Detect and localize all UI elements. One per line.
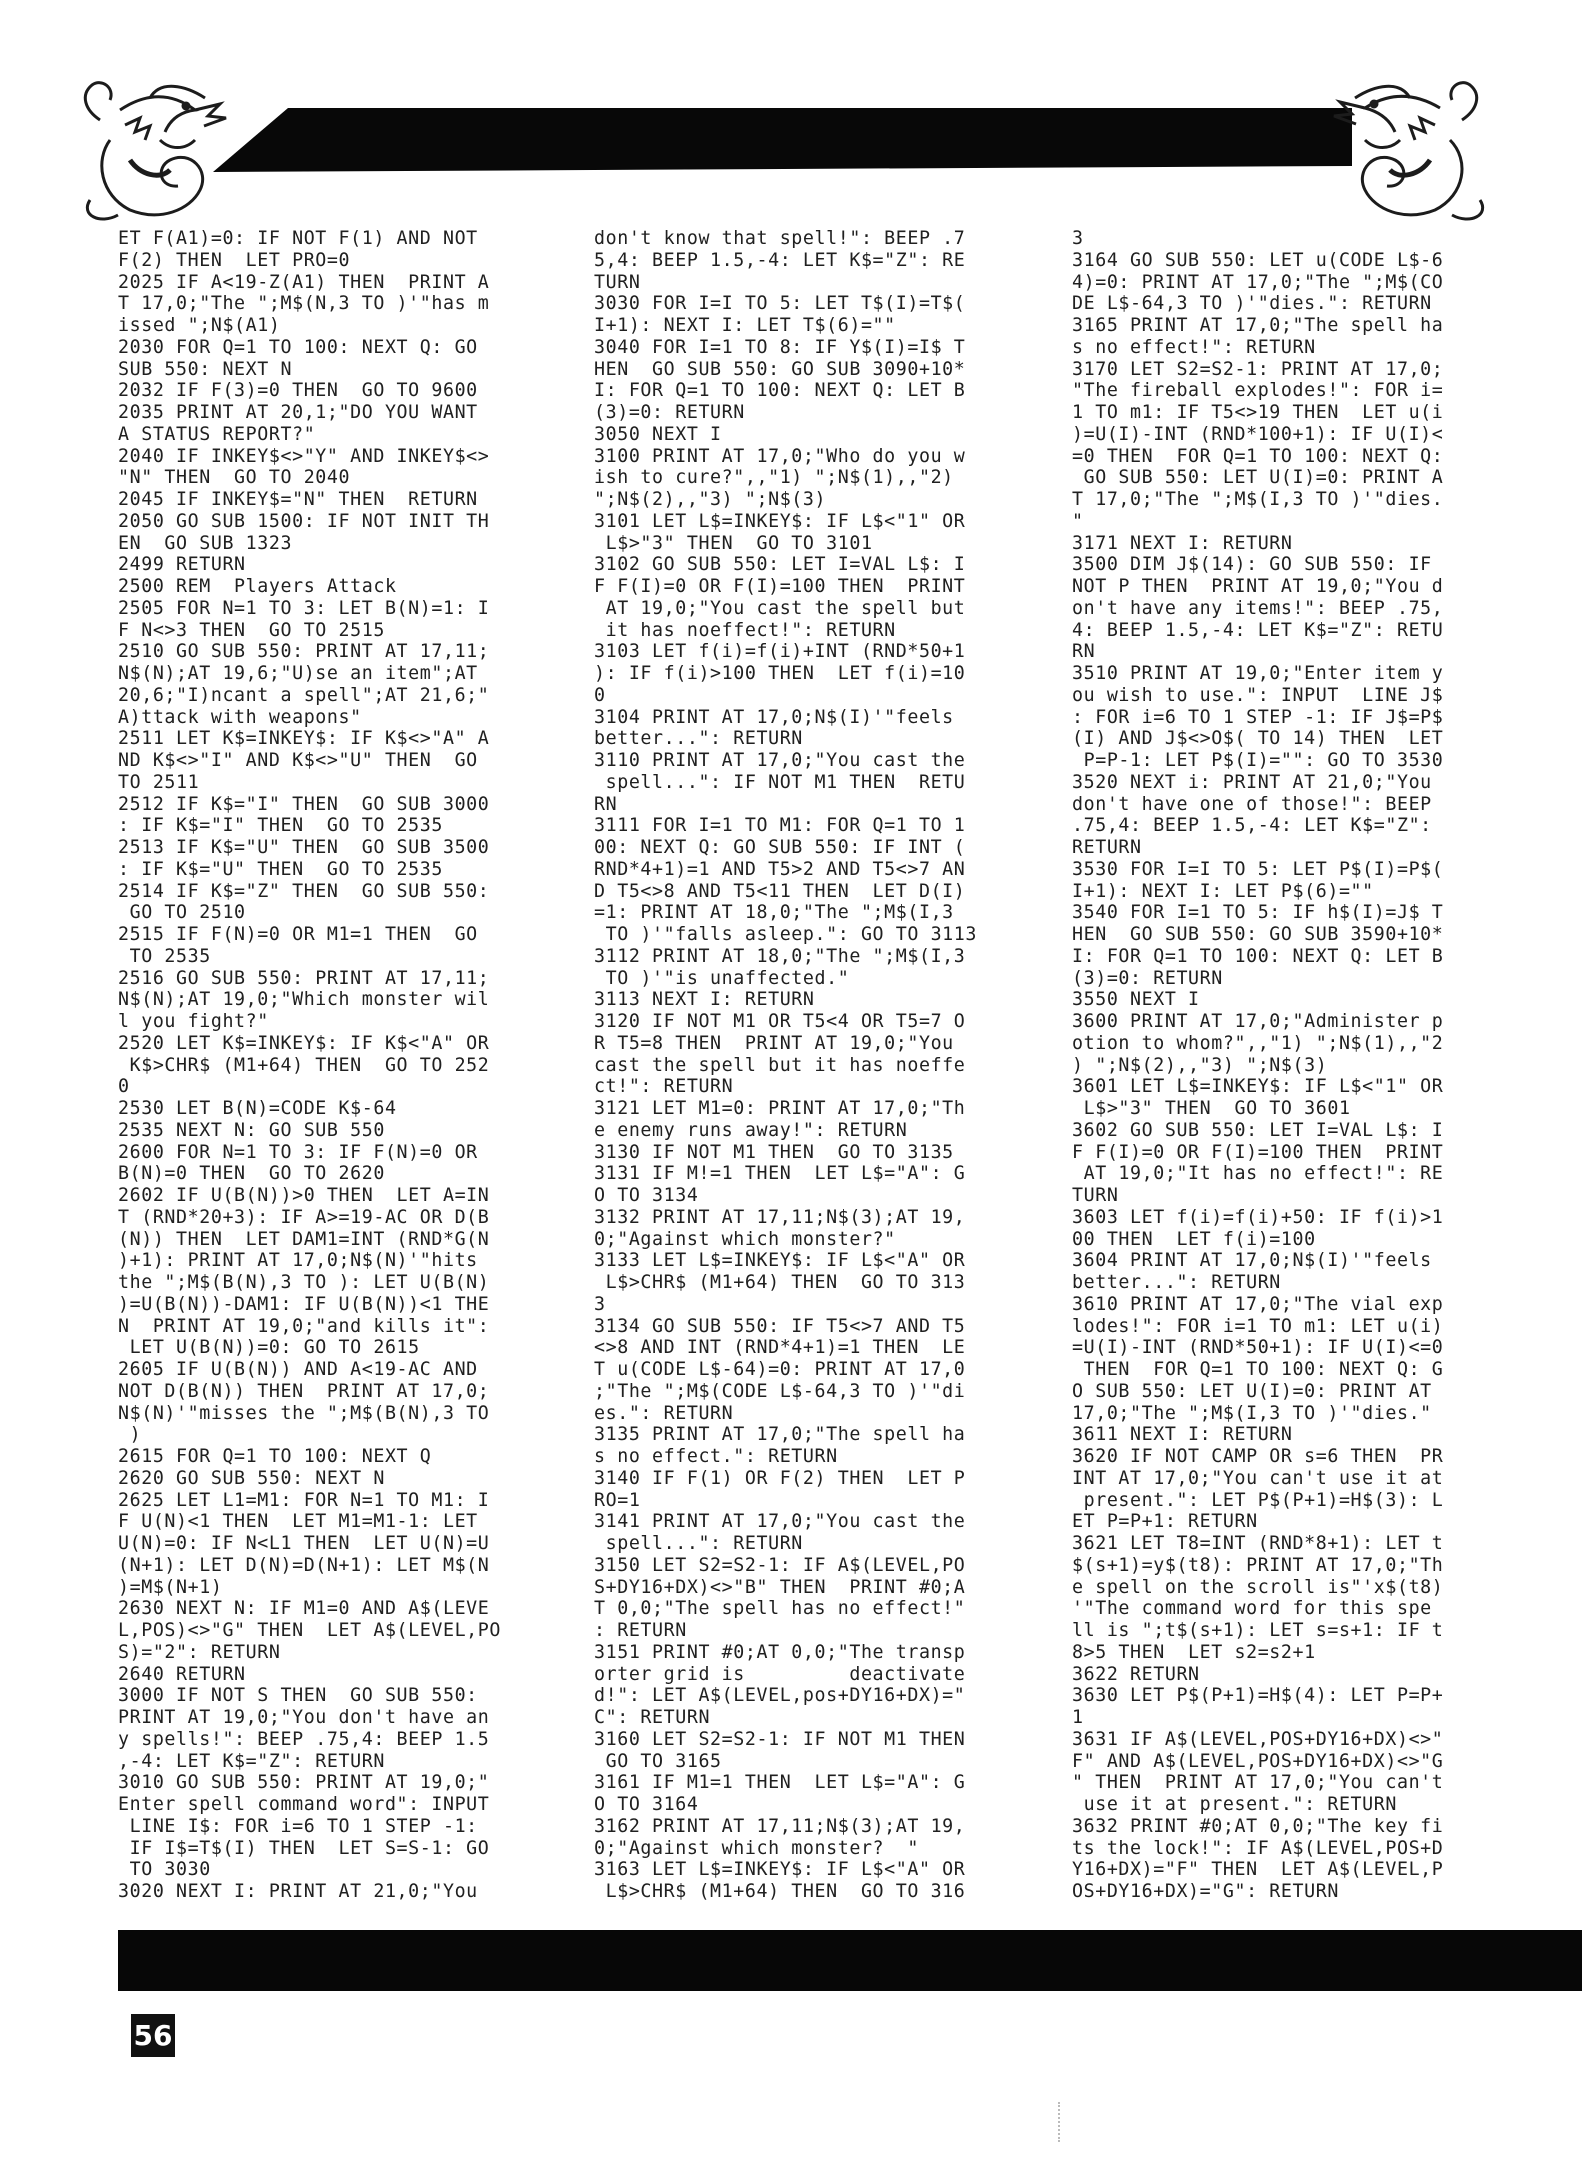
code-line: s no effect.": RETURN (594, 1446, 838, 1467)
code-line: TO 2511 (118, 771, 200, 793)
code-line: I+1): NEXT I: LET P$(6)="" (1072, 880, 1374, 902)
code-line: RETURN (1072, 837, 1142, 858)
code-line: ): IF f(i)>100 THEN LET f(i)=10 (594, 663, 966, 684)
code-line: 3604 PRINT AT 17,0;N$(I)'"feels (1072, 1250, 1432, 1272)
code-line: otion to whom?",,"1) ";N$(1),,"2 (1072, 1032, 1444, 1054)
code-line: N$(N);AT 19,0;"Which monster wil (118, 989, 490, 1011)
code-line: 2530 LET B(N)=CODE K$-64 (118, 1098, 397, 1119)
code-line: O TO 3164 (594, 1794, 699, 1815)
code-line: 3131 IF M!=1 THEN LET L$="A": G (594, 1163, 966, 1185)
code-line: 3510 PRINT AT 19,0;"Enter item y (1072, 663, 1444, 684)
code-line: D T5<>8 AND T5<11 THEN LET D(I) (594, 880, 966, 902)
code-line: 2510 GO SUB 550: PRINT AT 17,11; (118, 641, 490, 663)
code-line: B(N)=0 THEN GO TO 2620 (118, 1163, 385, 1185)
code-line: 2630 NEXT N: IF M1=0 AND A$(LEVE (118, 1598, 490, 1620)
banner-bar (213, 108, 1352, 172)
code-line: 3620 IF NOT CAMP OR s=6 THEN PR (1072, 1446, 1444, 1467)
code-line: 3520 NEXT i: PRINT AT 21,0;"You (1072, 771, 1432, 793)
code-line: AT 19,0;"You cast the spell but (594, 597, 966, 619)
code-line: LET U(B(N))=0: GO TO 2615 (118, 1337, 420, 1359)
code-line: y spells!": BEEP .75,4: BEEP 1.5 (118, 1728, 490, 1750)
code-line: 3132 PRINT AT 17,11;N$(3);AT 19, (594, 1206, 966, 1228)
code-line: I: FOR Q=1 TO 100: NEXT Q: LET B (1072, 945, 1444, 967)
page-number: 56 (131, 2014, 175, 2057)
code-line: S)="2": RETURN (118, 1641, 281, 1663)
code-line: 2505 FOR N=1 TO 3: LET B(N)=1: I (118, 597, 490, 619)
code-line: 3101 LET L$=INKEY$: IF L$<"1" OR (594, 510, 966, 532)
code-line: L$>"3" THEN GO TO 3101 (594, 532, 873, 554)
code-line: L,POS)<>"G" THEN LET A$(LEVEL,PO (118, 1620, 502, 1641)
program-listing (118, 228, 1558, 1978)
code-line: Y16+DX)="F" THEN LET A$(LEVEL,P (1072, 1859, 1444, 1881)
left-dragon-icon (85, 83, 226, 219)
code-line: INT AT 17,0;"You can't use it at (1072, 1467, 1444, 1489)
code-line: DE L$-64,3 TO )'"dies.": RETURN (1072, 293, 1432, 315)
code-line: orter grid is deactivate (594, 1663, 966, 1685)
code-line: 3121 LET M1=0: PRINT AT 17,0;"Th (594, 1098, 966, 1119)
code-line: 3103 LET f(i)=f(i)+INT (RND*50+1 (594, 641, 966, 663)
code-line: 00 THEN LET f(i)=100 (1072, 1228, 1316, 1250)
code-line: 3632 PRINT #0;AT 0,0;"The key fi (1072, 1815, 1444, 1837)
code-line: F" AND A$(LEVEL,POS+DY16+DX)<>"G (1072, 1750, 1444, 1772)
code-line: (3)=0: RETURN (1072, 967, 1223, 989)
code-line: A STATUS REPORT?" (118, 423, 316, 445)
code-line: L$>"3" THEN GO TO 3601 (1072, 1098, 1351, 1119)
code-line: the ";M$(B(N),3 TO ): LET U(B(N) (118, 1272, 490, 1293)
code-line: 3630 LET P$(P+1)=H$(4): LET P=P+ (1072, 1685, 1444, 1707)
code-line: TURN (594, 271, 641, 293)
code-line: U(N)=0: IF N<L1 THEN LET U(N)=U (118, 1533, 490, 1554)
code-line: 3102 GO SUB 550: LET I=VAL L$: I (594, 554, 966, 576)
code-line: 2035 PRINT AT 20,1;"DO YOU WANT (118, 402, 478, 423)
code-line: 3010 GO SUB 550: PRINT AT 19,0;" (118, 1772, 490, 1794)
code-line: =0 THEN FOR Q=1 TO 100: NEXT Q: (1072, 445, 1444, 467)
code-line: ,-4: LET K$="Z": RETURN (118, 1750, 385, 1772)
code-line: 2615 FOR Q=1 TO 100: NEXT Q (118, 1446, 432, 1467)
code-line: GO TO 3165 (594, 1750, 722, 1772)
code-line: ET F(A1)=0: IF NOT F(1) AND NOT (118, 228, 478, 249)
code-line: )=U(I)-INT (RND*100+1): IF U(I)< (1072, 423, 1444, 445)
code-line: PRINT AT 19,0;"You don't have an (118, 1707, 490, 1728)
code-line: 3550 NEXT I (1072, 989, 1200, 1011)
code-line: ET P=P+1: RETURN (1072, 1511, 1258, 1533)
code-line: 17,0;"The ";M$(I,3 TO )'"dies." (1072, 1402, 1432, 1424)
code-line: 3631 IF A$(LEVEL,POS+DY16+DX)<>" (1072, 1728, 1444, 1750)
code-line: =U(I)-INT (RND*50+1): IF U(I)<=0 (1072, 1337, 1444, 1359)
code-line: issed ";N$(A1) (118, 315, 281, 336)
code-line: 0;"Against which monster?" (594, 1228, 896, 1250)
code-line: 0 (118, 1076, 130, 1098)
code-line: 3540 FOR I=1 TO 5: IF h$(I)=J$ T (1072, 902, 1444, 924)
code-line: ts the lock!": IF A$(LEVEL,POS+D (1072, 1837, 1444, 1859)
code-line: R T5=8 THEN PRINT AT 19,0;"You (594, 1032, 954, 1054)
code-line: I: FOR Q=1 TO 100: NEXT Q: LET B (594, 380, 966, 402)
code-line: 3 (594, 1293, 606, 1315)
code-line: OS+DY16+DX)="G": RETURN (1072, 1881, 1339, 1902)
code-line: NOT D(B(N)) THEN PRINT AT 17,0; (118, 1380, 490, 1402)
code-line: TO 3030 (118, 1859, 211, 1881)
code-line: "N" THEN GO TO 2040 (118, 467, 351, 489)
code-line: K$>CHR$ (M1+64) THEN GO TO 252 (118, 1054, 490, 1076)
code-line: F U(N)<1 THEN LET M1=M1-1: LET (118, 1511, 478, 1533)
code-line: 3133 LET L$=INKEY$: IF L$<"A" OR (594, 1250, 966, 1272)
code-line: I+1): NEXT I: LET T$(6)="" (594, 315, 896, 336)
code-line: 20,6;"I)ncant a spell";AT 21,6;" (118, 684, 490, 706)
code-line: 8>5 THEN LET s2=s2+1 (1072, 1641, 1316, 1663)
code-line: s no effect!": RETURN (1072, 336, 1316, 358)
code-line: 5,4: BEEP 1.5,-4: LET K$="Z": RE (594, 249, 966, 271)
code-line: 00: NEXT Q: GO SUB 550: IF INT ( (594, 837, 966, 858)
listing-column-2 (594, 228, 1054, 1978)
code-line: 3134 GO SUB 550: IF T5<>7 AND T5 (594, 1315, 966, 1337)
code-line: L$>CHR$ (M1+64) THEN GO TO 316 (594, 1881, 966, 1902)
code-line: T 17,0;"The ";M$(I,3 TO )'"dies. (1072, 489, 1444, 510)
code-line: 3140 IF F(1) OR F(2) THEN LET P (594, 1467, 966, 1489)
code-line: T u(CODE L$-64)=0: PRINT AT 17,0 (594, 1359, 966, 1380)
code-line: don't know that spell!": BEEP .7 (594, 228, 966, 249)
code-line: A)ttack with weapons" (118, 706, 362, 728)
code-line: use it at present.": RETURN (1072, 1794, 1397, 1815)
code-line: 3621 LET T8=INT (RND*8+1): LET t (1072, 1533, 1444, 1554)
code-line: 3164 GO SUB 550: LET u(CODE L$-6 (1072, 249, 1444, 271)
code-line: it has noeffect!": RETURN (594, 619, 896, 641)
code-line: RN (594, 793, 618, 815)
code-line: =1: PRINT AT 18,0;"The ";M$(I,3 (594, 902, 954, 924)
code-line: 2045 IF INKEY$="N" THEN RETURN (118, 489, 478, 510)
code-line: 3110 PRINT AT 17,0;"You cast the (594, 750, 966, 771)
code-line: C": RETURN (594, 1707, 711, 1728)
code-line: ish to cure?",,"1) ";N$(1),,"2) (594, 467, 954, 489)
code-line: 1 (1072, 1707, 1084, 1728)
code-line: 2602 IF U(B(N))>0 THEN LET A=IN (118, 1185, 490, 1206)
code-line: )=M$(N+1) (118, 1576, 223, 1598)
code-line: 2640 RETURN (118, 1663, 246, 1685)
code-line: GO TO 2510 (118, 902, 246, 924)
code-line: TO )'"is unaffected." (594, 967, 850, 989)
code-line: better...": RETURN (1072, 1272, 1281, 1293)
code-line: d!": LET A$(LEVEL,pos+DY16+DX)=" (594, 1685, 966, 1707)
code-line: ll is ";t$(s+1): LET s=s+1: IF t (1072, 1620, 1444, 1641)
code-line: GO SUB 550: LET U(I)=0: PRINT A (1072, 467, 1444, 489)
code-line: 2040 IF INKEY$<>"Y" AND INKEY$<> (118, 445, 490, 467)
code-line: F F(I)=0 OR F(I)=100 THEN PRINT (1072, 1141, 1444, 1163)
code-line: e spell on the scroll is"'x$(t8) (1072, 1576, 1444, 1598)
code-line: present.": LET P$(P+1)=H$(3): L (1072, 1489, 1444, 1511)
code-line: 3161 IF M1=1 THEN LET L$="A": G (594, 1772, 966, 1794)
scan-artifact (1058, 2102, 1076, 2142)
code-line: '"The command word for this spe (1072, 1598, 1432, 1620)
code-line: TO 2535 (118, 945, 211, 967)
code-line: 3030 FOR I=I TO 5: LET T$(I)=T$( (594, 293, 966, 315)
code-line: ";N$(2),,"3) ";N$(3) (594, 489, 827, 510)
code-line: ) ";N$(2),,"3) ";N$(3) (1072, 1054, 1328, 1076)
code-line: 2500 REM Players Attack (118, 576, 397, 597)
code-line: " THEN PRINT AT 17,0;"You can't (1072, 1772, 1444, 1794)
code-line: 3600 PRINT AT 17,0;"Administer p (1072, 1011, 1444, 1032)
code-line: spell...": IF NOT M1 THEN RETU (594, 771, 966, 793)
code-line: 4)=0: PRINT AT 17,0;"The ";M$(CO (1072, 271, 1444, 293)
code-line: S+DY16+DX)<>"B" THEN PRINT #0;A (594, 1576, 966, 1598)
code-line: F(2) THEN LET PRO=0 (118, 249, 351, 271)
code-line: 0;"Against which monster? " (594, 1837, 919, 1859)
code-line: 2516 GO SUB 550: PRINT AT 17,11; (118, 967, 490, 989)
code-line: $(s+1)=y$(t8): PRINT AT 17,0;"Th (1072, 1554, 1444, 1576)
code-line: (3)=0: RETURN (594, 402, 745, 423)
code-line: 3020 NEXT I: PRINT AT 21,0;"You (118, 1881, 478, 1902)
code-line: ou wish to use.": INPUT LINE J$ (1072, 684, 1444, 706)
code-line: 3601 LET L$=INKEY$: IF L$<"1" OR (1072, 1076, 1444, 1098)
code-line: 3112 PRINT AT 18,0;"The ";M$(I,3 (594, 945, 966, 967)
code-line: 3113 NEXT I: RETURN (594, 989, 815, 1011)
code-line: NOT P THEN PRINT AT 19,0;"You d (1072, 576, 1444, 597)
code-line: 0 (594, 684, 606, 706)
code-line: 2620 GO SUB 550: NEXT N (118, 1467, 385, 1489)
code-line: TURN (1072, 1185, 1119, 1206)
code-line: <>8 AND INT (RND*4+1)=1 THEN LE (594, 1337, 966, 1359)
code-line: 3000 IF NOT S THEN GO SUB 550: (118, 1685, 478, 1707)
code-line: T 0,0;"The spell has no effect!" (594, 1598, 966, 1620)
code-line: 2050 GO SUB 1500: IF NOT INIT TH (118, 510, 490, 532)
code-line: RO=1 (594, 1489, 641, 1511)
code-line: 3151 PRINT #0;AT 0,0;"The transp (594, 1641, 966, 1663)
code-line: )=U(B(N))-DAM1: IF U(B(N))<1 THE (118, 1293, 490, 1315)
code-line: 3141 PRINT AT 17,0;"You cast the (594, 1511, 966, 1533)
code-line: 3120 IF NOT M1 OR T5<4 OR T5=7 O (594, 1011, 966, 1032)
code-line: N$(N)'"misses the ";M$(B(N),3 TO (118, 1402, 490, 1424)
code-line: don't have one of those!": BEEP (1072, 793, 1432, 815)
code-line: 3170 LET S2=S2-1: PRINT AT 17,0; (1072, 358, 1444, 380)
code-line: P=P-1: LET P$(I)="": GO TO 3530 (1072, 750, 1444, 771)
code-line: 4: BEEP 1.5,-4: LET K$="Z": RETU (1072, 619, 1444, 641)
code-line: 2511 LET K$=INKEY$: IF K$<>"A" A (118, 728, 490, 750)
header-banner (0, 0, 1582, 240)
code-line: 2600 FOR N=1 TO 3: IF F(N)=0 OR (118, 1141, 478, 1163)
code-line: 1 TO m1: IF T5<>19 THEN LET u(i (1072, 402, 1444, 423)
code-line: 3040 FOR I=1 TO 8: IF Y$(I)=I$ T (594, 336, 966, 358)
code-line: 3530 FOR I=I TO 5: LET P$(I)=P$( (1072, 858, 1444, 880)
code-line: l you fight?" (118, 1011, 269, 1032)
code-line: N$(N);AT 19,6;"U)se an item";AT (118, 663, 478, 684)
code-line: 3160 LET S2=S2-1: IF NOT M1 THEN (594, 1728, 966, 1750)
code-line: 2032 IF F(3)=0 THEN GO TO 9600 (118, 380, 478, 402)
code-line: 2605 IF U(B(N)) AND A<19-AC AND (118, 1359, 478, 1380)
code-line: SUB 550: NEXT N (118, 358, 293, 380)
code-line: ;"The ";M$(CODE L$-64,3 TO )'"di (594, 1380, 966, 1402)
code-line: 3611 NEXT I: RETURN (1072, 1424, 1293, 1446)
code-line: HEN GO SUB 550: GO SUB 3090+10* (594, 358, 966, 380)
code-line: 3111 FOR I=1 TO M1: FOR Q=1 TO 1 (594, 815, 966, 837)
code-line: .75,4: BEEP 1.5,-4: LET K$="Z": (1072, 815, 1432, 837)
code-line: " (1072, 510, 1084, 532)
code-line: 2514 IF K$="Z" THEN GO SUB 550: (118, 880, 490, 902)
code-line: 2025 IF A<19-Z(A1) THEN PRINT A (118, 271, 490, 293)
code-line: es.": RETURN (594, 1402, 734, 1424)
code-line: 2625 LET L1=M1: FOR N=1 TO M1: I (118, 1489, 490, 1511)
code-line: 3603 LET f(i)=f(i)+50: IF f(i)>1 (1072, 1206, 1444, 1228)
code-line: 3165 PRINT AT 17,0;"The spell ha (1072, 315, 1444, 336)
code-line: RN (1072, 641, 1096, 663)
code-line: TO )'"falls asleep.": GO TO 3113 (594, 924, 978, 945)
code-line: 3100 PRINT AT 17,0;"Who do you w (594, 445, 966, 467)
code-line: (I) AND J$<>O$( TO 14) THEN LET (1072, 728, 1444, 750)
right-dragon-icon (1334, 83, 1483, 219)
code-line: 3610 PRINT AT 17,0;"The vial exp (1072, 1293, 1444, 1315)
code-line: lodes!": FOR i=1 TO m1: LET u(i) (1072, 1315, 1444, 1337)
code-line: 3150 LET S2=S2-1: IF A$(LEVEL,PO (594, 1554, 966, 1576)
code-line: : RETURN (594, 1620, 687, 1641)
code-line: on't have any items!": BEEP .75, (1072, 597, 1444, 619)
code-line: 3622 RETURN (1072, 1663, 1200, 1685)
code-line: EN GO SUB 1323 (118, 532, 293, 554)
code-line: ND K$<>"I" AND K$<>"U" THEN GO (118, 750, 478, 771)
code-line: O TO 3134 (594, 1185, 699, 1206)
code-line: ) (118, 1424, 142, 1446)
code-line: e enemy runs away!": RETURN (594, 1119, 908, 1141)
code-line: (N)) THEN LET DAM1=INT (RND*G(N (118, 1228, 490, 1250)
code-line: 3163 LET L$=INKEY$: IF L$<"A" OR (594, 1859, 966, 1881)
code-line: T (RND*20+3): IF A>=19-AC OR D(B (118, 1206, 490, 1228)
code-line: : FOR i=6 TO 1 STEP -1: IF J$=P$ (1072, 706, 1444, 728)
code-line: 2499 RETURN (118, 554, 246, 576)
code-line: 3104 PRINT AT 17,0;N$(I)'"feels (594, 706, 954, 728)
code-line: 3135 PRINT AT 17,0;"The spell ha (594, 1424, 966, 1446)
code-line: spell...": RETURN (594, 1533, 803, 1554)
footer-bar (118, 1930, 1582, 1991)
code-line: N PRINT AT 19,0;"and kills it": (118, 1315, 490, 1337)
code-line: 2535 NEXT N: GO SUB 550 (118, 1119, 385, 1141)
code-line: cast the spell but it has noeffe (594, 1054, 966, 1076)
code-line: RND*4+1)=1 AND T5>2 AND T5<>7 AN (594, 858, 966, 880)
code-line: : IF K$="U" THEN GO TO 2535 (118, 858, 443, 880)
code-line: 3130 IF NOT M1 THEN GO TO 3135 (594, 1141, 954, 1163)
code-line: LINE I$: FOR i=6 TO 1 STEP -1: (118, 1815, 478, 1837)
code-line: F F(I)=0 OR F(I)=100 THEN PRINT (594, 576, 966, 597)
code-line: 2515 IF F(N)=0 OR M1=1 THEN GO (118, 924, 478, 945)
code-line: 3162 PRINT AT 17,11;N$(3);AT 19, (594, 1815, 966, 1837)
code-line: 3 (1072, 228, 1084, 249)
code-line: THEN FOR Q=1 TO 100: NEXT Q: G (1072, 1359, 1444, 1380)
code-line: AT 19,0;"It has no effect!": RE (1072, 1163, 1444, 1185)
code-line: Enter spell command word": INPUT (118, 1794, 490, 1815)
code-line: ct!": RETURN (594, 1076, 734, 1098)
code-line: L$>CHR$ (M1+64) THEN GO TO 313 (594, 1272, 966, 1293)
listing-column-1 (118, 228, 578, 1978)
code-line: IF I$=T$(I) THEN LET S=S-1: GO (118, 1837, 490, 1859)
code-line: : IF K$="I" THEN GO TO 2535 (118, 815, 443, 837)
code-line: F N<>3 THEN GO TO 2515 (118, 619, 385, 641)
code-line: HEN GO SUB 550: GO SUB 3590+10* (1072, 924, 1444, 945)
code-line: 2512 IF K$="I" THEN GO SUB 3000 (118, 793, 490, 815)
code-line: )+1): PRINT AT 17,0;N$(N)'"hits (118, 1250, 478, 1272)
code-line: (N+1): LET D(N)=D(N+1): LET M$(N (118, 1554, 490, 1576)
code-line: 2030 FOR Q=1 TO 100: NEXT Q: GO (118, 336, 478, 358)
code-line: better...": RETURN (594, 728, 803, 750)
code-line: 3171 NEXT I: RETURN (1072, 532, 1293, 554)
code-line: 3050 NEXT I (594, 423, 722, 445)
code-line: 2513 IF K$="U" THEN GO SUB 3500 (118, 837, 490, 858)
code-line: "The fireball explodes!": FOR i= (1072, 380, 1444, 402)
code-line: 2520 LET K$=INKEY$: IF K$<"A" OR (118, 1032, 490, 1054)
code-line: T 17,0;"The ";M$(N,3 TO )'"has m (118, 293, 490, 315)
code-line: O SUB 550: LET U(I)=0: PRINT AT (1072, 1380, 1432, 1402)
code-line: 3500 DIM J$(14): GO SUB 550: IF (1072, 554, 1432, 576)
code-line: 3602 GO SUB 550: LET I=VAL L$: I (1072, 1119, 1444, 1141)
listing-column-3 (1072, 228, 1532, 1978)
